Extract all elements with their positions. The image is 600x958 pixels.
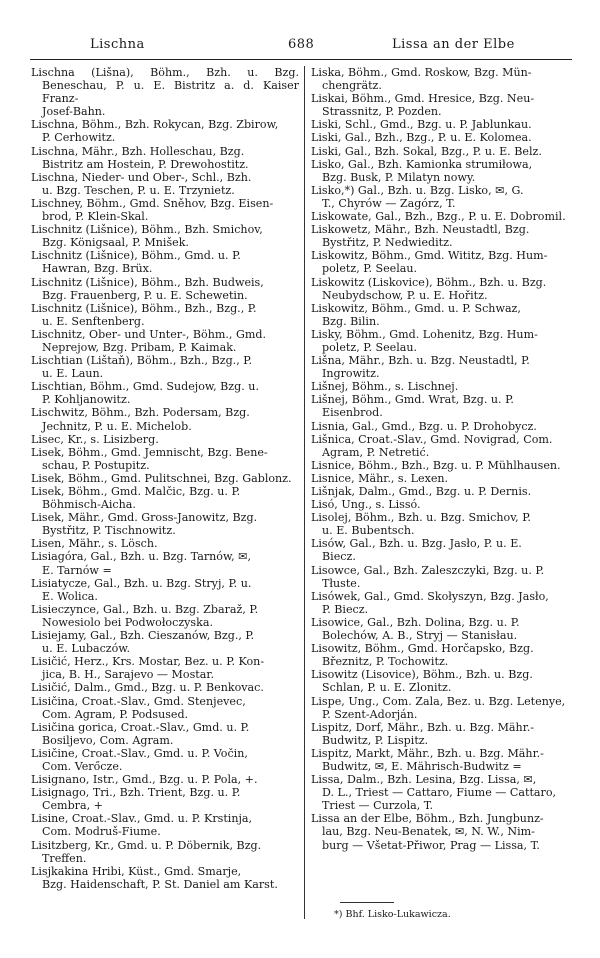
directory-entry: Lisko, Gal., Bzh. Kamionka strumiłowa, Bzg. Busk, P. Milatyn nowy. bbox=[311, 157, 533, 184]
right-column bbox=[311, 66, 575, 852]
directory-entry: Lisnia, Gal., Gmd., Bzg. u. P. Drohobycz. bbox=[311, 419, 537, 433]
directory-entry: Lisek, Böhm., Gmd. Pulitschnei, Bzg. Gablonz. bbox=[31, 471, 292, 485]
header-left-keyword: Lischna bbox=[90, 37, 145, 52]
footnote-rule bbox=[340, 902, 394, 903]
directory-entry: Lisów, Gal., Bzh. u. Bzg. Jasło, P. u. E. Biecz. bbox=[311, 537, 522, 564]
header-rule bbox=[30, 59, 572, 60]
directory-entry: Lisen, Mähr., s. Lösch. bbox=[31, 537, 158, 551]
directory-entry: Lischnitz, Ober- und Unter-, Böhm., Gmd. Neprejow, Bzg. Pribam, P. Kaimak. bbox=[31, 327, 266, 354]
directory-entry: Lisek, Böhm., Gmd. Jemnischt, Bzg. Bene- schau, P. Postupitz. bbox=[31, 445, 268, 472]
directory-entry: Lišnej, Böhm., Gmd. Wrat, Bzg. u. P. Eisenbrod. bbox=[311, 393, 514, 420]
directory-entry: Lischnitz (Lišnice), Böhm., Bzh. Budweis, Bzg. Frauenberg, P. u. E. Schewetin. bbox=[31, 275, 264, 302]
directory-entry: Lisiatycze, Gal., Bzh. u. Bzg. Stryj, P. u. E. Wolica. bbox=[31, 576, 252, 603]
directory-entry: Lisowce, Gal., Bzh. Zaleszczyki, Bzg. u. P. Tłuste. bbox=[311, 563, 545, 590]
column-divider bbox=[304, 66, 305, 919]
directory-entry: Liski, Schl., Gmd., Bzg. u. P. Jablunkau. bbox=[311, 118, 532, 132]
directory-entry: Lischna, Nieder- und Ober-, Schl., Bzh. u. Bzg. Teschen, P. u. E. Trzynietz. bbox=[31, 170, 252, 197]
directory-entry: Liskai, Böhm., Gmd. Hresice, Bzg. Neu- Strassnitz, P. Pozden. bbox=[311, 92, 535, 119]
directory-entry: Lisnice, Böhm., Bzh., Bzg. u. P. Mühlhausen. bbox=[311, 458, 561, 472]
directory-entry: Liskowitz, Böhm., Gmd. u. P. Schwaz, Bzg. Bilin. bbox=[311, 301, 521, 328]
directory-entry: Lissa an der Elbe, Böhm., Bzh. Jungbunz- lau, Bzg. Neu-Benatek, ✉, N. W., Nim- burg — Všetat-Přiwor, Prag — Lissa, T. bbox=[311, 812, 544, 852]
directory-entry: Lisičina gorica, Croat.-Slav., Gmd. u. P. Bosiljevo, Com. Agram. bbox=[31, 720, 250, 747]
directory-entry: Lisó, Ung., s. Lissó. bbox=[311, 498, 421, 512]
directory-entry: Lisek, Böhm., Gmd. Malčic, Bzg. u. P. Böhmisch-Aicha. bbox=[31, 485, 241, 512]
directory-entry: Lisówek, Gal., Gmd. Skołyszyn, Bzg. Jasło, P. Biecz. bbox=[311, 589, 549, 616]
directory-entry: Lisko,*) Gal., Bzh. u. Bzg. Lisko, ✉, G. T., Chyrów — Zagórz, T. bbox=[311, 183, 524, 210]
directory-entry: Lisitzberg, Kr., Gmd. u. P. Döbernik, Bzg. Treffen. bbox=[31, 838, 262, 865]
directory-entry: Lisičić, Dalm., Gmd., Bzg. u. P. Benkovac. bbox=[31, 681, 264, 695]
directory-entry: Lisky, Böhm., Gmd. Lohenitz, Bzg. Hum- poletz, P. Seelau. bbox=[311, 327, 538, 354]
directory-entry: Lisieczynce, Gal., Bzh. u. Bzg. Zbaraž, P. Nowesiolo bei Podwołoczyska. bbox=[31, 602, 259, 629]
directory-entry: Lisec, Kr., s. Lisizberg. bbox=[31, 432, 159, 446]
directory-entry: Lisignano, Istr., Gmd., Bzg. u. P. Pola, +. bbox=[31, 773, 258, 787]
directory-entry: Lisičine, Croat.-Slav., Gmd. u. P. Vočin, Com. Verőcze. bbox=[31, 746, 248, 773]
directory-entry: Lispitz, Dorf, Mähr., Bzh. u. Bzg. Mähr.- Budwitz, P. Lispitz. bbox=[311, 720, 535, 747]
directory-entry: Lischnitz (Lišnice), Böhm., Bzh. Smichov, Bzg. Königsaal, P. Mnišek. bbox=[31, 223, 263, 250]
directory-entry: Liskowate, Gal., Bzh., Bzg., P. u. E. Dobromil. bbox=[311, 210, 566, 224]
directory-entry: Lischtian, Böhm., Gmd. Sudejow, Bzg. u. P. Kohljanowitz. bbox=[31, 380, 259, 407]
directory-entry: Lišnjak, Dalm., Gmd., Bzg. u. P. Dernis. bbox=[311, 485, 532, 498]
directory-entry: Lissa, Dalm., Bzh. Lesina, Bzg. Lissa, ✉, D. L., Triest — Cattaro, Fiume — Cattaro, Triest — Curzola, T. bbox=[311, 773, 557, 813]
directory-entry: Lisek, Mähr., Gmd. Gross-Janowitz, Bzg. Bystřitz, P. Tischnowitz. bbox=[31, 511, 258, 538]
directory-entry: Lisiagóra, Gal., Bzh. u. Bzg. Tarnów, ✉, E. Tarnów = bbox=[31, 550, 251, 577]
directory-entry: Lischnitz (Lišnice), Böhm., Gmd. u. P. Hawran, Bzg. Brüx. bbox=[31, 249, 241, 276]
directory-entry: Lisnice, Mähr., s. Lexen. bbox=[311, 471, 449, 485]
directory-entry: Lischna, Mähr., Bzh. Holleschau, Bzg. Bistritz am Hostein, P. Drewohostitz. bbox=[31, 144, 249, 171]
directory-entry: Lisičina, Croat.-Slav., Gmd. Stenjevec, Com. Agram, P. Podsused. bbox=[31, 694, 246, 721]
directory-entry: Lisowitz, Böhm., Gmd. Horčapsko, Bzg. Březnitz, P. Tochowitz. bbox=[311, 642, 534, 669]
directory-entry: Lischtian (Lištaň), Böhm., Bzh., Bzg., P. u. E. Laun. bbox=[31, 354, 253, 381]
directory-entry: Lišnica, Croat.-Slav., Gmd. Novigrad, Com. Agram, P. Netretić. bbox=[311, 432, 553, 459]
directory-entry: Lischney, Böhm., Gmd. Sněhov, Bzg. Eisen- brod, P. Klein-Skal. bbox=[31, 196, 274, 224]
directory-entry: Lischnitz (Lišnice), Böhm., Bzh., Bzg., P. u. E. Senftenberg. bbox=[31, 301, 257, 328]
directory-entry: Lisowitz (Lisovice), Böhm., Bzh. u. Bzg. Schlan, P. u. E. Zlonitz. bbox=[311, 668, 533, 695]
directory-entry: Lisine, Croat.-Slav., Gmd. u. P. Krstinja, Com. Modruš-Fiume. bbox=[31, 812, 253, 839]
directory-entry: Lišnej, Böhm., s. Lischnej. bbox=[311, 380, 459, 394]
header-right-keyword: Lissa an der Elbe bbox=[392, 37, 515, 52]
left-column bbox=[31, 66, 299, 891]
directory-entry: Lisolej, Böhm., Bzh. u. Bzg. Smichov, P. u. E. Bubentsch. bbox=[311, 511, 531, 538]
directory-entry: Lišna, Mähr., Bzh. u. Bzg. Neustadtl, P. Ingrowitz. bbox=[311, 354, 530, 381]
directory-entry: Liskowitz, Böhm., Gmd. Wititz, Bzg. Hum- poletz, P. Seelau. bbox=[311, 249, 548, 276]
directory-entry: Lisowice, Gal., Bzh. Dolina, Bzg. u. P. Bolechów, A. B., Stryj — Stanisłau. bbox=[311, 615, 520, 643]
directory-entry: Lisiejamy, Gal., Bzh. Cieszanów, Bzg., P. u. E. Lubaczów. bbox=[31, 629, 255, 656]
directory-entry: Lischna (Lišna), Böhm., Bzh. u. Bzg. Beneschau, P. u. E. Bistritz a. d. Kaiser Franz- Josef-Bahn. bbox=[31, 66, 299, 119]
directory-entry: Liski, Gal., Bzh. Sokal, Bzg., P. u. E. Belz. bbox=[311, 144, 542, 158]
directory-entry: Lisičić, Herz., Krs. Mostar, Bez. u. P. Kon- jica, B. H., Sarajevo — Mostar. bbox=[31, 655, 265, 682]
directory-entry: Liskowitz (Liskovice), Böhm., Bzh. u. Bzg. Neubydschow, P. u. E. Hořitz. bbox=[311, 275, 547, 302]
directory-entry: Liskowetz, Mähr., Bzh. Neustadtl, Bzg. Bystřitz, P. Nedwieditz. bbox=[311, 223, 530, 250]
directory-entry: Lispitz, Markt, Mähr., Bzh. u. Bzg. Mähr.- Budwitz, ✉, E. Mährisch-Budwitz = bbox=[311, 746, 544, 773]
directory-entry: Lisignago, Tri., Bzh. Trient, Bzg. u. P. Cembra, + bbox=[31, 786, 241, 813]
directory-entry: Lisjkakina Hribi, Küst., Gmd. Smarje, Bzg. Haidenschaft, P. St. Daniel am Karst. bbox=[31, 864, 278, 891]
directory-entry: Lischna, Böhm., Bzh. Rokycan, Bzg. Zbirow, P. Cerhowitz. bbox=[31, 118, 279, 145]
directory-entry: Lischwitz, Böhm., Bzh. Podersam, Bzg. Jechnitz, P. u. E. Michelob. bbox=[31, 406, 250, 433]
directory-entry: Liski, Gal., Bzh., Bzg., P. u. E. Kolomea. bbox=[311, 131, 532, 145]
footnote: *) Bhf. Lisko-Lukawicza. bbox=[334, 909, 451, 920]
directory-entry: Liska, Böhm., Gmd. Roskow, Bzg. Mün- chengrätz. bbox=[311, 66, 532, 93]
page-number: 688 bbox=[288, 37, 315, 52]
page-header bbox=[30, 37, 573, 55]
directory-entry: Lispe, Ung., Com. Zala, Bez. u. Bzg. Letenye, P. Szent-Adorján. bbox=[311, 694, 566, 721]
